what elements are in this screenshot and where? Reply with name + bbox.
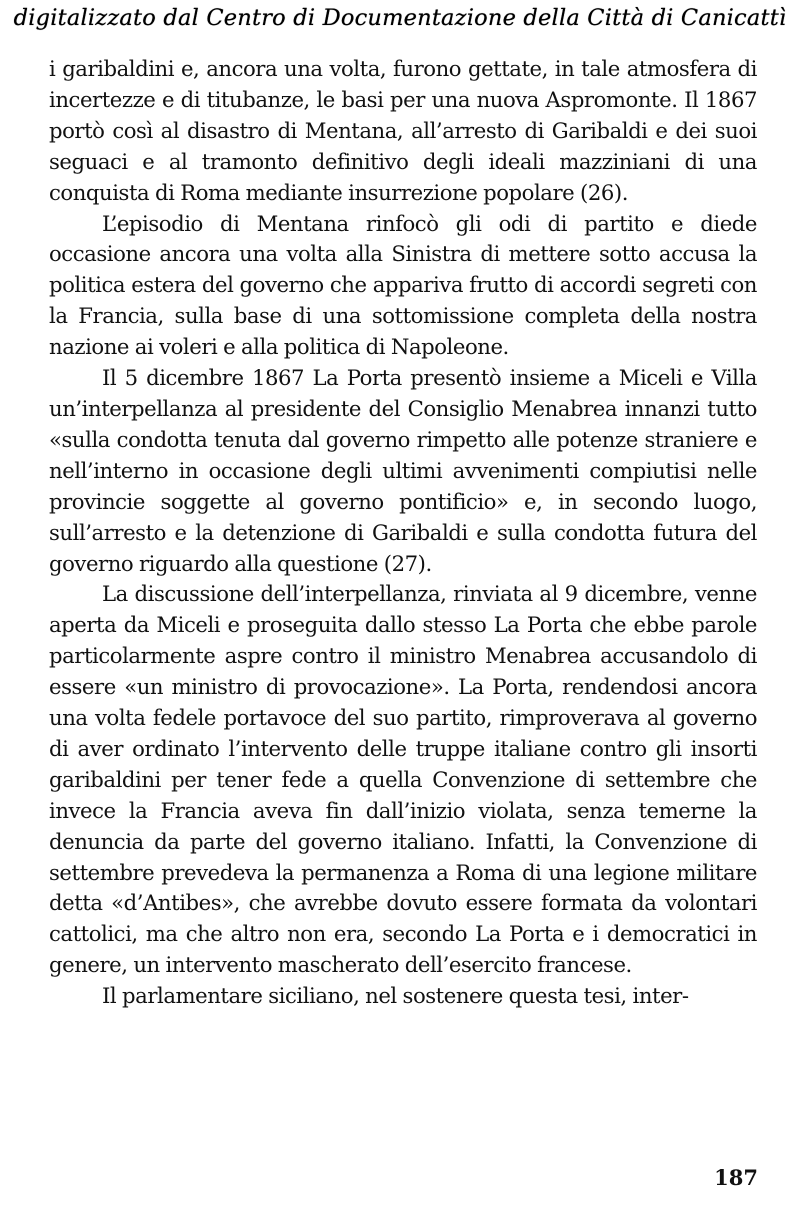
page-number: 187 xyxy=(714,1165,758,1190)
paragraph-3: Il 5 dicembre 1867 La Porta presentò insieme a Miceli e Villa un’interpellanza al presidente del Consiglio Menabrea innanzi tutto «sulla condotta tenuta dal governo rimpetto alle potenze straniere e nell’interno in occasione degli ultimi avvenimenti compiutisi nelle provincie soggette al governo pontificio» e, in secondo luogo, sull’arresto e la detenzione di Garibaldi e sulla condotta futura del governo riguardo alla questione (27). xyxy=(49,365,757,576)
watermark-header: digitalizzato dal Centro di Documentazione della Città di Canicattì xyxy=(13,5,787,31)
paragraph-1: i garibaldini e, ancora una volta, furono gettate, in tale atmosfera di incertezze e di titubanze, le basi per una nuova Aspromonte. Il 1867 portò così al disastro di Mentana, all’arresto di Garibaldi e dei suoi seguaci e al tramonto definitivo degli ideali mazziniani di una conquista di Roma mediante insurrezione popolare (26). xyxy=(49,56,757,205)
paragraph-4: La discussione dell’interpellanza, rinviata al 9 dicembre, venne aperta da Miceli e proseguita dallo stesso La Porta che ebbe parole particolarmente aspre contro il ministro Menabrea accusandolo di essere «un ministro di provocazione». La Porta, rendendosi ancora una volta fedele portavoce del suo partito, rimproverava al governo di aver ordinato l’intervento delle truppe italiane contro gli insorti garibaldini per tener fede a quella Convenzione di settembre che invece la Francia aveva fin dall’inizio violata, senza temerne la denuncia da parte del governo italiano. Infatti, la Convenzione di settembre prevedeva la permanenza a Roma di una legione militare detta «d’Antibes», che avrebbe dovuto essere formata da volontari cattolici, ma che altro non era, secondo La Porta e i democratici in genere, un intervento mascherato dell’esercito francese. xyxy=(49,581,757,978)
paragraph-2: L’episodio di Mentana rinfocò gli odi di partito e diede occasione ancora una volta alla Sinistra di mettere sotto accusa la politica estera del governo che appariva frutto di accordi segreti con la Francia, sulla base di una sottomissione completa della nostra nazione ai voleri e alla politica di Napoleone. xyxy=(49,210,757,360)
paragraph-5: Il parlamentare siciliano, nel sostenere questa tesi, inter- xyxy=(102,983,689,1009)
body-text xyxy=(49,54,757,1012)
